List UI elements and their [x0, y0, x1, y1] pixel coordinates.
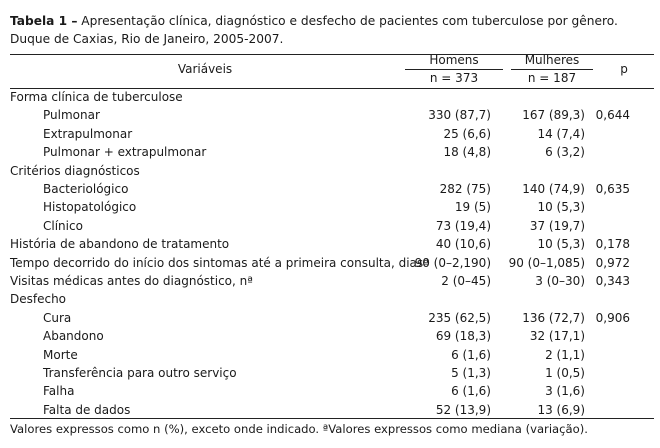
- row-women-value: 37 (19,7): [529, 218, 585, 233]
- row-women-value: 32 (17,1): [529, 329, 585, 344]
- row-label: Falha: [43, 384, 75, 399]
- row-p-value: 0,972: [595, 255, 630, 270]
- row-men-value: 2 (0–45): [441, 274, 491, 288]
- header-women: Mulheres: [524, 53, 580, 67]
- row-men-value: 40 (10,6): [435, 237, 491, 252]
- row-men-value: 52 (13,9): [435, 402, 491, 417]
- header-men: Homens: [429, 53, 479, 67]
- row-women-value: 3 (1,6): [545, 384, 585, 399]
- row-label: Extrapulmonar: [43, 126, 133, 141]
- row-men-value: 6 (1,6): [451, 384, 491, 399]
- row-men-value: 330 (87,7): [428, 108, 491, 123]
- table-caption: [10, 12, 652, 48]
- row-label: Pulmonar: [43, 108, 100, 123]
- row-label: Cura: [43, 310, 72, 325]
- row-p-value: 0,644: [595, 108, 630, 123]
- row-men-value: 90 (0–2,190): [414, 255, 491, 270]
- row-men-value: 282 (75): [439, 182, 491, 196]
- row-p-value: 0,343: [595, 274, 630, 288]
- row-label: História de abandono de tratamento: [10, 237, 230, 252]
- header-variables: Variáveis: [177, 62, 233, 76]
- row-women-value: 6 (3,2): [545, 145, 585, 160]
- row-label: Desfecho: [10, 292, 67, 307]
- row-p-value: 0,906: [595, 310, 630, 325]
- row-label: Pulmonar + extrapulmonar: [43, 145, 207, 160]
- row-women-value: 90 (0–1,085): [508, 255, 585, 270]
- row-men-value: 69 (18,3): [435, 329, 491, 344]
- row-label: Critérios diagnósticos: [10, 163, 140, 178]
- row-women-value: 3 (0–30): [535, 274, 585, 288]
- row-label: Morte: [43, 347, 78, 362]
- row-label: Abandono: [43, 329, 104, 344]
- row-men-value: 235 (62,5): [428, 310, 491, 325]
- row-men-value: 25 (6,6): [443, 126, 491, 141]
- row-label: Histopatológico: [43, 200, 137, 215]
- row-women-value: 14 (7,4): [537, 126, 585, 141]
- row-p-value: 0,178: [595, 237, 630, 252]
- header-women-n: n = 187: [527, 71, 577, 85]
- header-p: p: [620, 62, 628, 76]
- row-women-value: 167 (89,3): [522, 108, 585, 123]
- row-label: Transferência para outro serviço: [43, 366, 237, 380]
- row-men-value: 19 (5): [454, 200, 491, 215]
- row-women-value: 140 (74,9): [522, 182, 585, 196]
- header-men-n: n = 373: [429, 71, 479, 85]
- row-label: Clínico: [43, 218, 83, 233]
- row-label: Bacteriológico: [43, 182, 129, 196]
- row-men-value: 18 (4,8): [443, 145, 491, 160]
- row-men-value: 73 (19,4): [435, 218, 491, 233]
- row-men-value: 6 (1,6): [451, 347, 491, 362]
- row-label: Falta de dados: [43, 402, 131, 417]
- row-women-value: 10 (5,3): [537, 237, 585, 252]
- row-women-value: 2 (1,1): [545, 347, 585, 362]
- row-label: Tempo decorrido do início dos sintomas até a primeira consulta, diasª: [10, 255, 429, 270]
- row-women-value: 10 (5,3): [537, 200, 585, 215]
- row-label: Forma clínica de tuberculose: [10, 90, 183, 104]
- table-footnote: Valores expressos como n (%), exceto onde indicado. ªValores expressos como mediana (variação).: [10, 422, 588, 436]
- row-women-value: 136 (72,7): [522, 310, 585, 325]
- row-men-value: 5 (1,3): [451, 366, 491, 380]
- row-p-value: 0,635: [595, 182, 630, 196]
- row-label: Visitas médicas antes do diagnóstico, nª: [10, 274, 253, 288]
- table-bottom-rule: [10, 418, 654, 419]
- row-women-value: 13 (6,9): [537, 402, 585, 417]
- table-caption-label: Tabela 1 –: [10, 14, 78, 28]
- row-women-value: 1 (0,5): [545, 366, 585, 380]
- table-caption-text: Apresentação clínica, diagnóstico e desfecho de pacientes com tuberculose por gênero. Duque de Caxias, Rio de Janeiro, 2005-2007.: [10, 14, 618, 46]
